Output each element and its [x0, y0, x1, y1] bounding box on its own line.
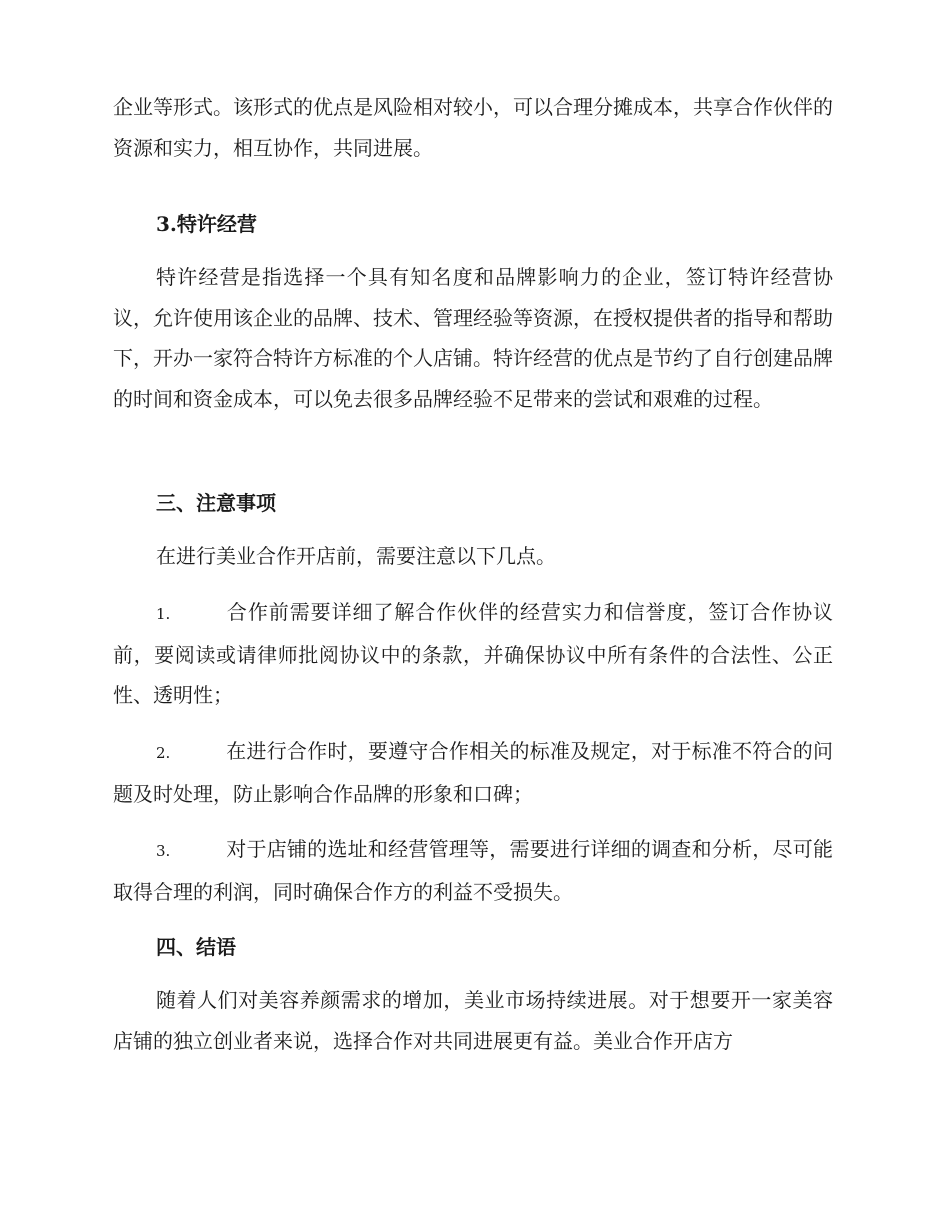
heading-franchise: 3.特许经营	[156, 212, 257, 236]
paragraph-notes-intro: 在进行美业合作开店前，需要注意以下几点。	[156, 544, 556, 568]
list-text: 在进行合作时，要遵守合作相关的标准及规定，对于标准不符合的问题及时处理，防止影响合作品牌的形象和口碑；	[113, 739, 833, 806]
paragraph-intro-continuation: 企业等形式。该形式的优点是风险相对较小，可以合理分摊成本，共享合作伙伴的资源和实力，相互协作，共同进展。	[113, 95, 833, 160]
list-item	[113, 731, 833, 814]
list-number: 2.	[156, 744, 171, 762]
list-item	[113, 592, 833, 716]
heading-conclusion: 四、结语	[156, 935, 236, 959]
list-number: 3.	[156, 842, 171, 860]
list-item	[113, 829, 833, 912]
list-text: 对于店铺的选址和经营管理等，需要进行详细的调查和分析，尽可能取得合理的利润，同时确保合作方的利益不受损失。	[113, 837, 833, 904]
paragraph-conclusion: 随着人们对美容养颜需求的增加，美业市场持续进展。对于想要开一家美容店铺的独立创业者来说，选择合作对共同进展更有益。美业合作开店方	[113, 988, 833, 1053]
list-text: 合作前需要详细了解合作伙伴的经营实力和信誉度，签订合作协议前，要阅读或请律师批阅协议中的条款，并确保协议中所有条件的合法性、公正性、透明性；	[113, 600, 833, 707]
paragraph-franchise: 特许经营是指选择一个具有知名度和品牌影响力的企业，签订特许经营协议，允许使用该企业的品牌、技术、管理经验等资源，在授权提供者的指导和帮助下，开办一家符合特许方标准的个人店铺。特许经营的优点是节约了自行创建品牌的时间和资金成本，可以免去很多品牌经验不足带来的尝试和艰难的过程。	[113, 265, 833, 411]
heading-notes: 三、注意事项	[156, 491, 276, 515]
list-number: 1.	[156, 605, 171, 623]
